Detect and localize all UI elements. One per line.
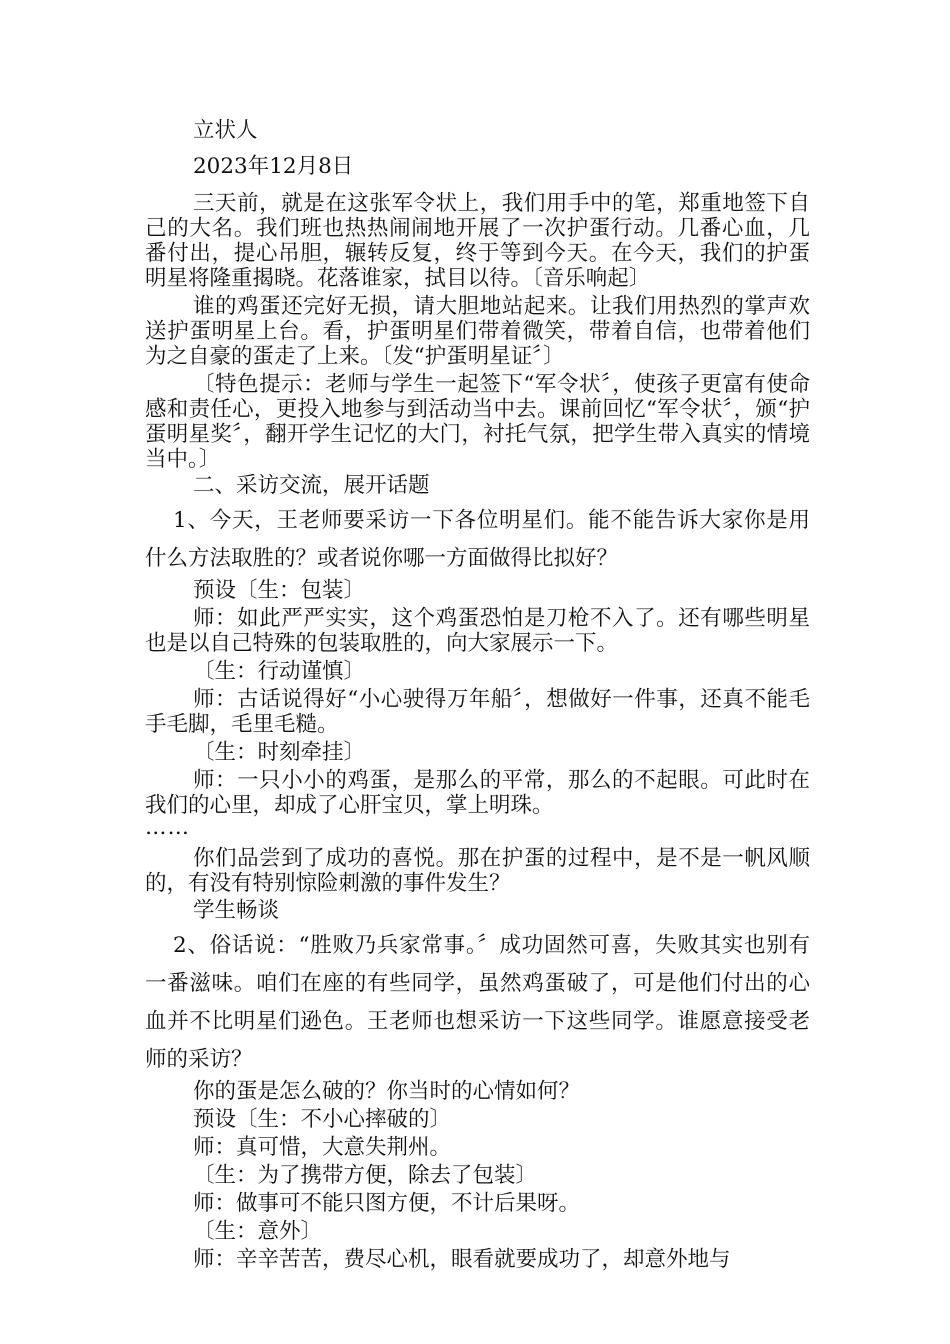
teacher-remark-accident: 师：辛辛苦苦，费尽心机，眼看就要成功了，却意外地与 xyxy=(193,1247,731,1272)
paragraph-feature-tip: 〔特色提示：老师与学生一起签下“军令状〞，使孩子更富有使命感和责任心，更投入地参与到活动当中去。课前回忆“军令状〞，颁“护蛋明星奖〞，翻开学生记忆的大门，衬托气氛，把学生带入真实的情境当中。〕 xyxy=(145,372,810,472)
preset-packaging: 预设〔生：包装〕 xyxy=(193,578,366,603)
question-2: 2、俗话说：“胜败乃兵家常事。〞成功固然可喜，失败其实也别有一番滋味。咱们在座的有些同学，虽然鸡蛋破了，可是他们付出的心血并不比明星们逊色。王老师也想采访一下这些同学。谁愿意接受老师的采访？ xyxy=(145,933,810,1072)
teacher-remark-convenience: 师：做事可不能只图方便，不计后果呀。 xyxy=(193,1191,581,1216)
preset-careful-action: 〔生：行动谨慎〕 xyxy=(193,659,366,684)
preset-accident: 〔生：意外〕 xyxy=(193,1219,323,1244)
preset-removed-packaging: 〔生：为了携带方便，除去了包装〕 xyxy=(193,1163,538,1188)
teacher-remark-pity: 师：真可惜，大意失荆州。 xyxy=(193,1135,452,1160)
preset-dropped: 预设〔生：不小心摔破的〕 xyxy=(193,1107,452,1132)
signature-label: 立状人 xyxy=(193,118,258,143)
question-how-broken: 你的蛋是怎么破的？你当时的心情如何？ xyxy=(193,1079,581,1104)
document-page xyxy=(145,118,810,1272)
paragraph-star-stand-up: 谁的鸡蛋还完好无损，请大胆地站起来。让我们用热烈的掌声欢送护蛋明星上台。看，护蛋明星们带着微笑，带着自信，也带着他们为之自豪的蛋走了上来。〔发“护蛋明星证〞〕 xyxy=(145,294,810,369)
teacher-remark-packaging: 师：如此严严实实，这个鸡蛋恐怕是刀枪不入了。还有哪些明星也是以自己特殊的包装取胜的，向大家展示一下。 xyxy=(145,606,810,656)
section-heading-interview: 二、采访交流，展开话题 xyxy=(193,473,430,498)
ellipsis: …… xyxy=(145,815,190,840)
document-date: 2023年12月8日 xyxy=(193,154,354,179)
students-discuss: 学生畅谈 xyxy=(193,898,280,923)
paragraph-success-joy: 你们品尝到了成功的喜悦。那在护蛋的过程中，是不是一帆风顺的，有没有特别惊险刺激的事件发生？ xyxy=(145,846,810,896)
question-1: 1、今天，王老师要采访一下各位明星们。能不能告诉大家你是用什么方法取胜的？或者说你哪一方面做得比拟好？ xyxy=(145,508,810,571)
preset-always-caring: 〔生：时刻牵挂〕 xyxy=(193,740,366,765)
teacher-remark-careful: 师：古话说得好“小心驶得万年船〞，想做好一件事，还真不能毛手毛脚，毛里毛糙。 xyxy=(145,687,810,737)
paragraph-opening: 三天前，就是在这张军令状上，我们用手中的笔，郑重地签下自己的大名。我们班也热热闹闹地开展了一次护蛋行动。几番心血，几番付出，提心吊胆，辗转反复，终于等到今天。在今天，我们的护蛋明星将隆重揭晓。花落谁家，拭目以待。〔音乐响起〕 xyxy=(145,191,810,291)
teacher-remark-caring: 师：一只小小的鸡蛋，是那么的平常，那么的不起眼。可此时在我们的心里，却成了心肝宝贝，掌上明珠。 xyxy=(145,768,810,818)
